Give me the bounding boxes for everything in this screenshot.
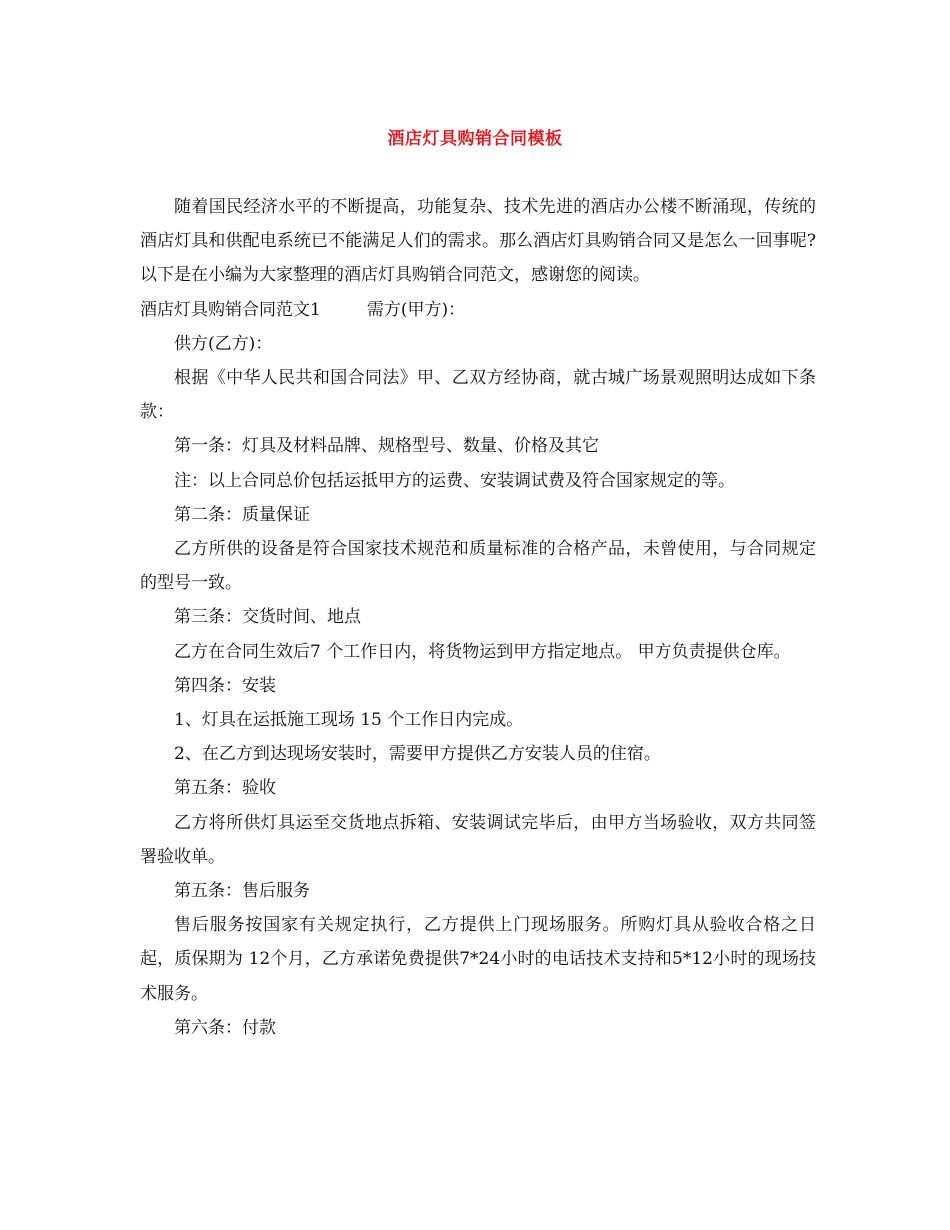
article-5b-heading: 第五条：售后服务 — [174, 881, 310, 902]
article-5-heading: 第五条：验收 — [174, 778, 276, 799]
party-b-label: 供方(乙方)： — [174, 333, 273, 354]
article-2-heading: 第二条：质量保证 — [174, 504, 310, 525]
sample-heading: 酒店灯具购销合同范文1 — [140, 299, 321, 320]
intro-paragraph: 随着国民经济水平的不断提高，功能复杂、技术先进的酒店办公楼不断涌现，传统的酒店灯具和供配电系统已不能满足人们的需求。那么酒店灯具购销合同又是怎么一回事呢?以下是在小编为大家整理的酒店灯具购销合同范文，感谢您的阅读。 — [140, 197, 816, 286]
sample-heading-line — [140, 293, 816, 327]
article-3-heading: 第三条：交货时间、地点 — [174, 607, 361, 628]
article-6-heading: 第六条：付款 — [174, 1017, 276, 1038]
article-2-text: 乙方所供的设备是符合国家技术规范和质量标准的合格产品，未曾使用，与合同规定的型号一致。 — [140, 539, 816, 594]
article-3-text: 乙方在合同生效后7 个工作日内，将货物运到甲方指定地点。 甲方负责提供仓库。 — [174, 641, 791, 662]
document-title: 酒店灯具购销合同模板 — [387, 129, 563, 149]
article-4-item-2: 2、在乙方到达现场安装时，需要甲方提供乙方安装人员的住宿。 — [174, 744, 661, 765]
article-5-text: 乙方将所供灯具运至交货地点拆箱、安装调试完毕后，由甲方当场验收，双方共同签署验收单。 — [140, 812, 816, 867]
party-a-label: 需方(甲方)： — [366, 299, 466, 320]
article-4-item-1: 1、灯具在运抵施工现场 15 个工作日内完成。 — [174, 710, 524, 731]
article-4-heading: 第四条：安装 — [174, 675, 276, 696]
basis-paragraph: 根据《中华人民共和国合同法》甲、乙双方经协商，就古城广场景观照明达成如下条款： — [140, 368, 816, 423]
article-1-note: 注：以上合同总价包括运抵甲方的运费、安装调试费及符合国家规定的等。 — [174, 470, 735, 491]
article-1-heading: 第一条：灯具及材料品牌、规格型号、数量、价格及其它 — [174, 436, 599, 457]
document-body — [140, 190, 816, 1045]
article-5b-text: 售后服务按国家有关规定执行，乙方提供上门现场服务。所购灯具从验收合格之日起，质保期为 12个月，乙方承诺免费提供7*24小时的电话技术支持和5*12小时的现场技术服务。 — [140, 915, 816, 1004]
